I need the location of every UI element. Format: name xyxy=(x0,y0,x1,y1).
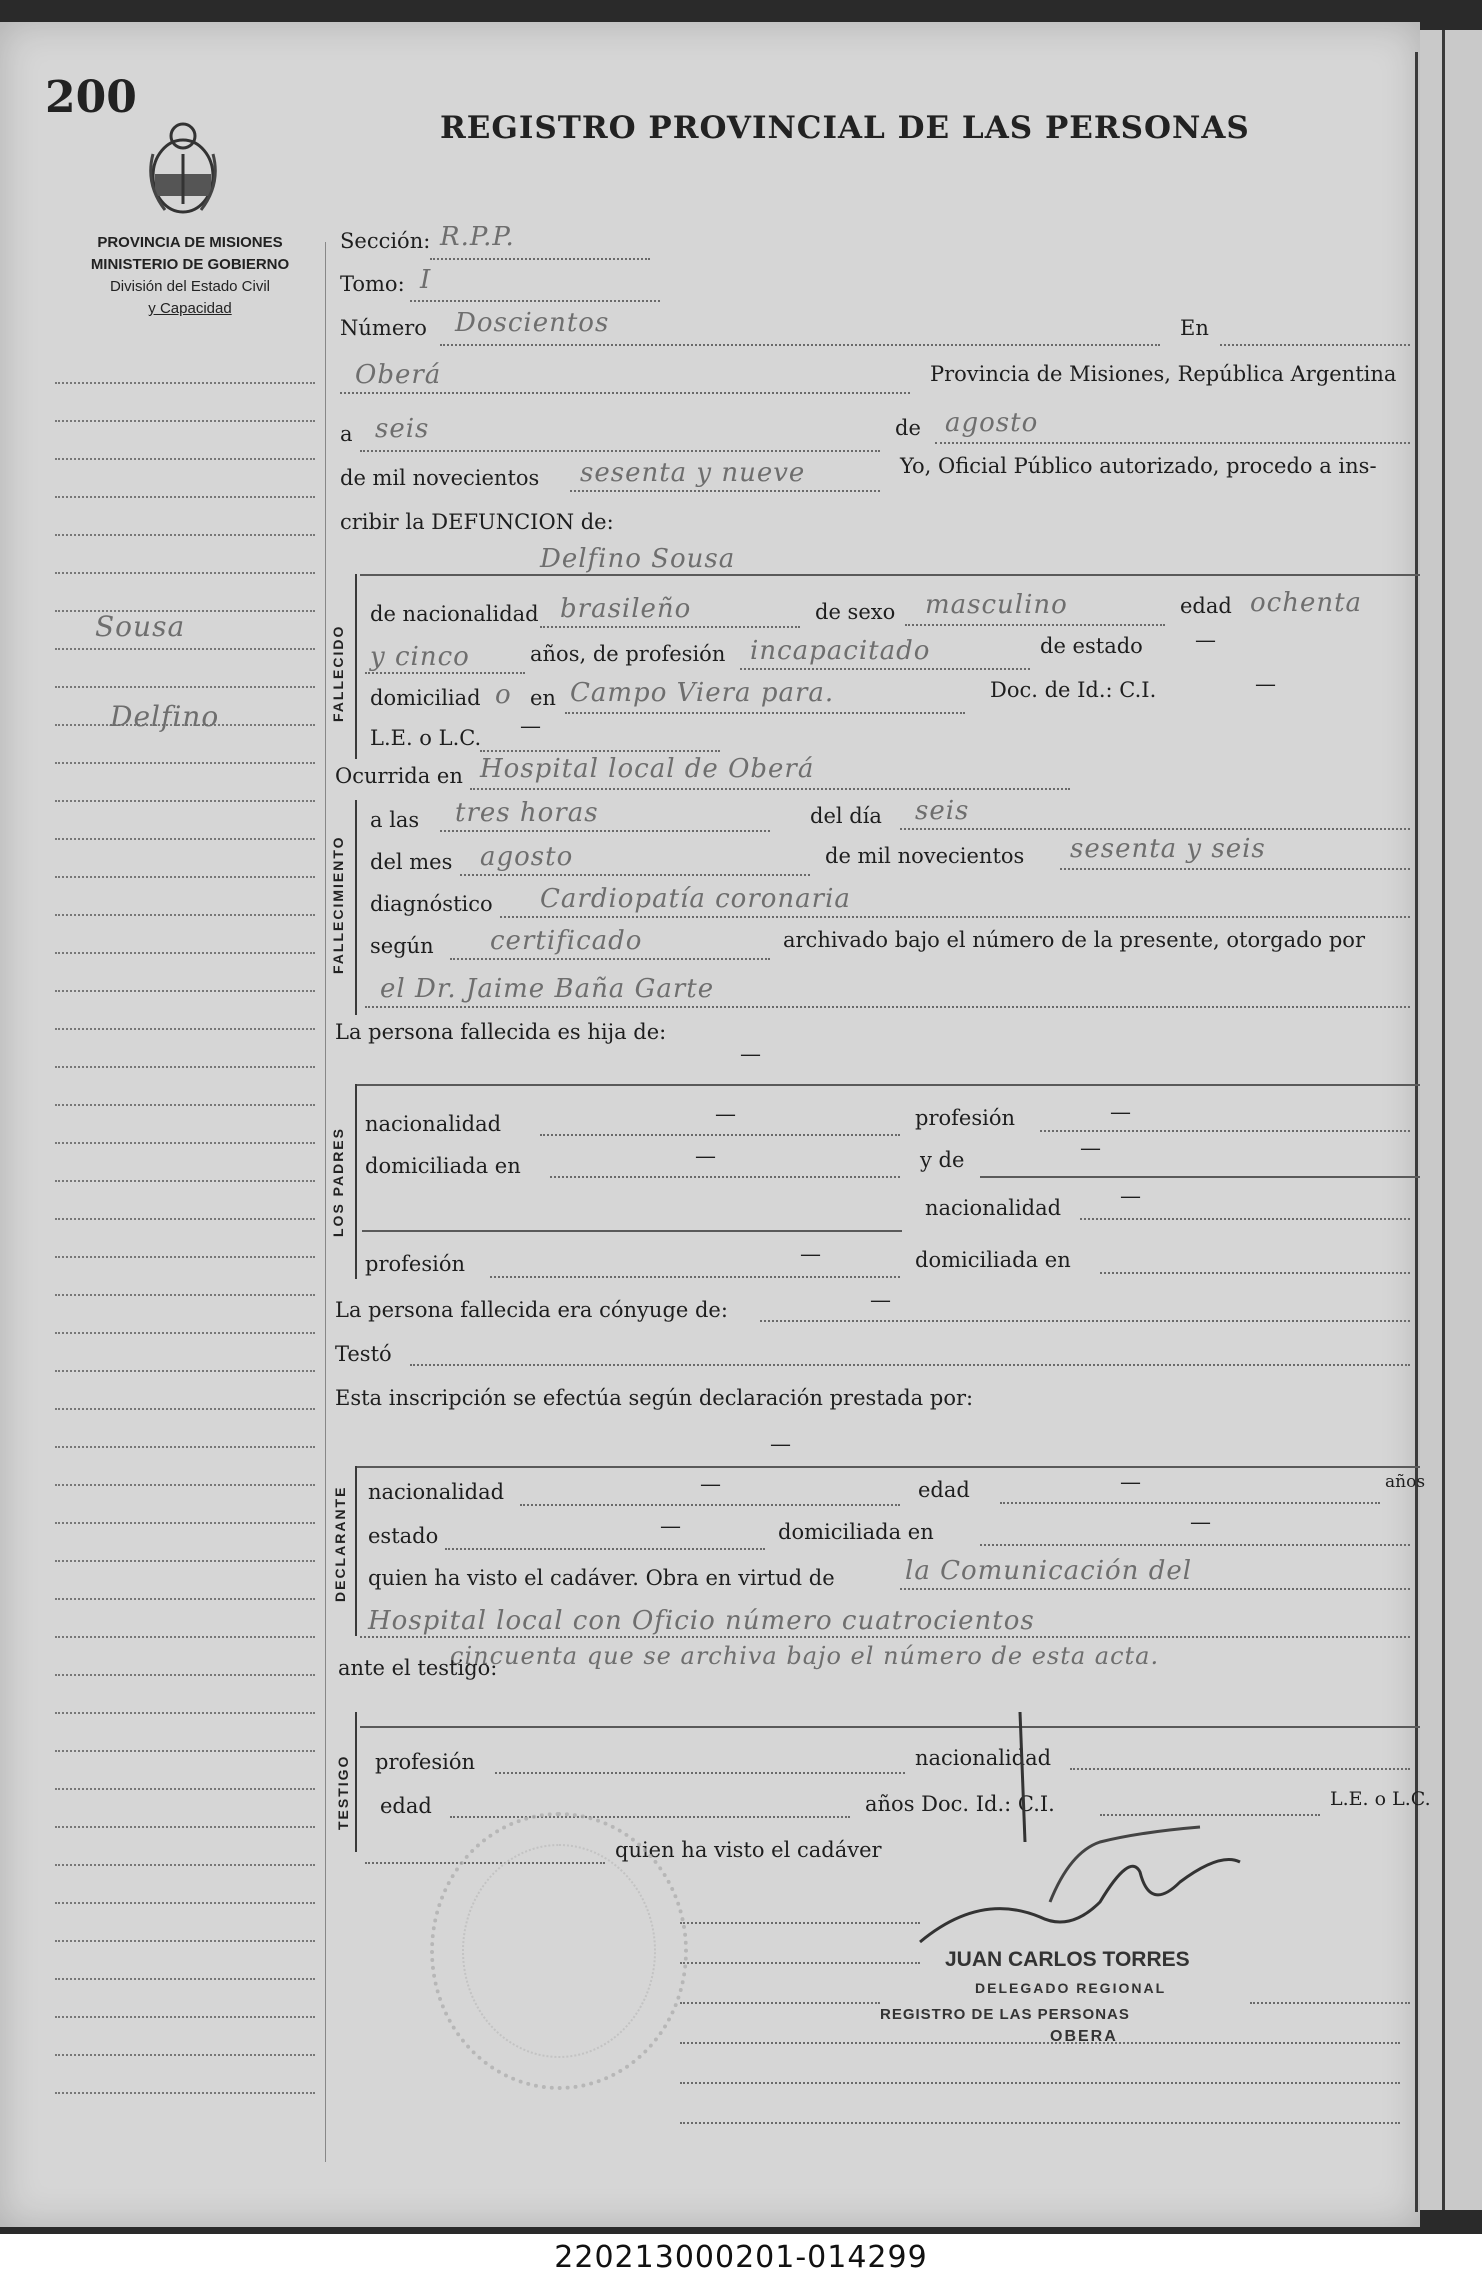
document-page xyxy=(0,22,1431,2227)
le-lc-value: — xyxy=(520,714,541,738)
mes-fall-value: agosto xyxy=(480,842,574,872)
inscripcion-label: Esta inscripción se efectúa según declaración prestada por: xyxy=(335,1386,974,1410)
a-label: a xyxy=(340,422,353,446)
domiciliad-suffix: o xyxy=(495,680,512,710)
padre-nacionalidad-value: — xyxy=(715,1102,736,1126)
testigo-quien-label: quien ha visto el cadáver xyxy=(615,1838,882,1862)
ocurrida-label: Ocurrida en xyxy=(335,764,463,788)
org-division: División del Estado Civil xyxy=(109,278,271,295)
page-number: 200 xyxy=(45,72,137,123)
del-mes-label: del mes xyxy=(370,850,453,874)
org-ministry: MINISTERIO DE GOBIERNO xyxy=(90,256,290,273)
mes-value: agosto xyxy=(945,408,1039,438)
estado-label: de estado xyxy=(1040,634,1143,658)
conyuge-value: — xyxy=(870,1288,891,1312)
tomo-value: I xyxy=(420,265,432,295)
padre-name-underline xyxy=(362,1230,902,1232)
edad-value-1: ochenta xyxy=(1250,588,1363,618)
conyuge-label: La persona fallecida era cónyuge de: xyxy=(335,1298,728,1322)
org-province: PROVINCIA DE MISIONES xyxy=(97,234,283,251)
hija-de-label: La persona fallecida es hija de: xyxy=(335,1020,667,1044)
domiciliad-label: domiciliad xyxy=(370,686,481,710)
declarante-side-label: DECLARANTE xyxy=(332,1485,348,1602)
testo-label: Testó xyxy=(335,1342,392,1366)
testigo-edad-label: edad xyxy=(380,1794,432,1818)
ocurrida-value: Hospital local de Oberá xyxy=(480,754,815,784)
adjacent-page-edge xyxy=(1420,30,1482,2210)
declarante-obra-2: Hospital local con Oficio número cuatrocientos xyxy=(368,1606,1035,1636)
fallecimiento-side-label: FALLECIMIENTO xyxy=(330,835,346,974)
org-capacidad: y Capacidad xyxy=(148,300,232,317)
doc-id-label: Doc. de Id.: C.I. xyxy=(990,678,1157,702)
madre-nacionalidad-value: — xyxy=(1120,1184,1141,1208)
madre-profesion-value: — xyxy=(800,1242,821,1266)
estado-value: — xyxy=(1195,628,1216,652)
margin-surname: Sousa xyxy=(95,610,186,643)
provincia-label: Provincia de Misiones, República Argentina xyxy=(930,362,1397,386)
le-lc-label: L.E. o L.C. xyxy=(370,726,482,750)
nacionalidad-value: brasileño xyxy=(560,594,692,624)
padre-nacionalidad-label: nacionalidad xyxy=(365,1112,502,1136)
domicilio-value: Campo Viera para. xyxy=(570,678,835,708)
padre-profesion-label: profesión xyxy=(915,1106,1015,1130)
anio-value: sesenta y nueve xyxy=(580,458,806,488)
medico-value: el Dr. Jaime Baña Garte xyxy=(380,974,715,1004)
madre-domiciliada-label: domiciliada en xyxy=(915,1248,1071,1272)
madre-profesion-label: profesión xyxy=(365,1252,465,1276)
dia-fall-value: seis xyxy=(915,796,970,826)
declarante-quien-label: quien ha visto el cadáver. Obra en virtud de xyxy=(368,1566,835,1590)
sexo-value: masculino xyxy=(925,590,1068,620)
madre-nacionalidad-label: nacionalidad xyxy=(925,1196,1062,1220)
fallecimiento-bracket xyxy=(355,800,357,1015)
handwritten-signature-icon xyxy=(900,1702,1260,1962)
y-de-label: y de xyxy=(920,1148,965,1172)
tomo-label: Tomo: xyxy=(340,272,405,296)
doc-id-value: — xyxy=(1255,672,1276,696)
declarante-estado-value: — xyxy=(660,1514,681,1538)
padres-side-label: LOS PADRES xyxy=(330,1127,346,1237)
declarante-obra-3: cincuenta que se archiva bajo el número de esta acta. xyxy=(450,1642,1160,1670)
yo-oficial-label: Yo, Oficial Público autorizado, procedo a ins- xyxy=(900,454,1377,478)
anos-profesion-label: años, de profesión xyxy=(530,642,726,666)
declarante-anos-label: años xyxy=(1385,1472,1426,1492)
numero-value: Doscientos xyxy=(455,308,610,338)
cribir-label: cribir la DEFUNCION de: xyxy=(340,510,614,534)
nacionalidad-label: de nacionalidad xyxy=(370,602,539,626)
sexo-label: de sexo xyxy=(815,600,896,624)
edad-value-2: y cinco xyxy=(370,642,470,672)
right-edge-rule xyxy=(1415,52,1418,2212)
diagnostico-label: diagnóstico xyxy=(370,892,493,916)
declarante-domiciliada-label: domiciliada en xyxy=(778,1520,934,1544)
declarante-edad-label: edad xyxy=(918,1478,970,1502)
dia-value: seis xyxy=(375,414,430,444)
fallecido-bracket xyxy=(355,574,357,759)
fallecido-top-rule xyxy=(360,574,1420,576)
testigo-nacionalidad-label: nacionalidad xyxy=(915,1746,1052,1770)
org-block xyxy=(50,232,330,320)
margin-divider xyxy=(325,242,326,2162)
en-label: En xyxy=(1180,316,1209,340)
hora-value: tres horas xyxy=(455,798,599,828)
del-dia-label: del día xyxy=(810,804,882,828)
signature-city: OBERA xyxy=(1050,2028,1118,2045)
padre-domiciliada-label: domiciliada en xyxy=(365,1154,521,1178)
declarante-estado-label: estado xyxy=(368,1524,439,1548)
image-id-footer: 220213000201-014299 xyxy=(0,2234,1482,2282)
declarante-top-rule xyxy=(355,1466,1420,1468)
padres-top-rule xyxy=(355,1084,1420,1086)
declarante-edad-value: — xyxy=(1120,1470,1141,1494)
de-mil2-label: de mil novecientos xyxy=(825,844,1025,868)
profesion-value: incapacitado xyxy=(750,636,931,666)
edad-label: edad xyxy=(1180,594,1232,618)
de-mil-label: de mil novecientos xyxy=(340,466,540,490)
madre-name-rule xyxy=(980,1176,1420,1178)
declarante-dash: — xyxy=(770,1432,791,1456)
padre-domiciliada-value: — xyxy=(695,1144,716,1168)
declarante-bracket xyxy=(355,1466,357,1636)
signature-title: DELEGADO REGIONAL xyxy=(975,1980,1167,1996)
padres-bracket xyxy=(355,1084,357,1279)
lugar-value: Oberá xyxy=(355,360,442,390)
document-title: REGISTRO PROVINCIAL DE LAS PERSONAS xyxy=(440,110,1250,146)
numero-label: Número xyxy=(340,316,427,340)
madre-dash: — xyxy=(1080,1136,1101,1160)
testigo-le-label: L.E. o L.C. xyxy=(1330,1788,1431,1810)
signature-name: JUAN CARLOS TORRES xyxy=(945,1948,1190,1971)
seccion-value: R.P.P. xyxy=(440,222,515,252)
diagnostico-value: Cardiopatía coronaria xyxy=(540,884,851,914)
segun-value: certificado xyxy=(490,926,643,956)
margin-given-name: Delfino xyxy=(110,700,220,733)
declarante-nacionalidad-label: nacionalidad xyxy=(368,1480,505,1504)
coat-of-arms-icon xyxy=(145,114,221,224)
fallecido-side-label: FALLECIDO xyxy=(330,624,346,722)
padre-profesion-value: — xyxy=(1110,1100,1131,1124)
testigo-anos-label: años Doc. Id.: C.I. xyxy=(865,1792,1055,1816)
anio-fall-value: sesenta y seis xyxy=(1070,834,1266,864)
a-las-label: a las xyxy=(370,808,420,832)
segun-label: según xyxy=(370,934,434,958)
archivado-label: archivado bajo el número de la presente, otorgado por xyxy=(783,928,1365,952)
ante-testigo-label: ante el testigo: xyxy=(338,1656,498,1680)
domicilio-en-label: en xyxy=(530,686,556,710)
declarante-nacionalidad-value: — xyxy=(700,1472,721,1496)
testigo-bracket xyxy=(355,1712,357,1852)
de-label: de xyxy=(895,416,921,440)
signature-registry: REGISTRO DE LAS PERSONAS xyxy=(880,2006,1130,2023)
padre-dash: — xyxy=(740,1042,761,1066)
official-seal-stamp xyxy=(430,1812,688,2090)
testigo-top-rule xyxy=(360,1726,1420,1728)
declarante-domiciliada-value: — xyxy=(1190,1510,1211,1534)
declarante-obra-1: la Comunicación del xyxy=(905,1556,1193,1586)
seccion-label: Sección: xyxy=(340,229,431,253)
nombre-value: Delfino Sousa xyxy=(540,544,736,574)
testigo-side-label: TESTIGO xyxy=(335,1754,351,1830)
testigo-profesion-label: profesión xyxy=(375,1750,475,1774)
